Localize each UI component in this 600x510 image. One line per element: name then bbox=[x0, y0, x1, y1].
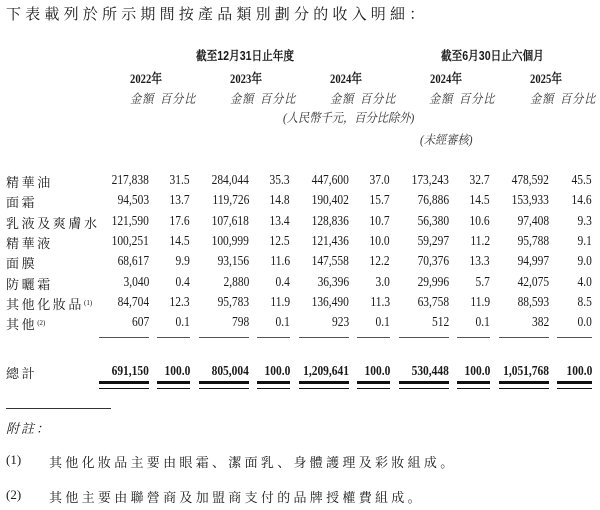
double-rule bbox=[357, 381, 390, 387]
row-label bbox=[6, 233, 53, 252]
cell-pct-2024: 10.0 bbox=[369, 232, 390, 248]
cell-pct-h1-2025: 9.1 bbox=[577, 232, 592, 248]
cell-pct-h1-2025: 9.0 bbox=[577, 253, 592, 269]
cell-amount-h1-2024: 173,243 bbox=[411, 172, 449, 187]
rule bbox=[499, 337, 549, 338]
cell-pct-h1-2025: 0.0 bbox=[577, 314, 592, 330]
cell-amount-h1-2025: 478,592 bbox=[511, 172, 549, 187]
cell-pct-h1-2025: 8.5 bbox=[577, 293, 592, 309]
total-pct-h1-2025: 100.0 bbox=[566, 363, 592, 378]
total-amount-h1-2025: 1,051,768 bbox=[503, 363, 549, 378]
total-amount-2022: 691,150 bbox=[111, 363, 149, 378]
cell-amount-2023: 798 bbox=[231, 314, 249, 330]
cell-pct-2022: 31.5 bbox=[169, 172, 190, 187]
cell-amount-h1-2024: 512 bbox=[431, 314, 449, 330]
cell-pct-h1-2025: 9.3 bbox=[577, 212, 592, 228]
cell-amount-h1-2024: 56,380 bbox=[417, 212, 449, 228]
cell-amount-2023: 2,880 bbox=[223, 273, 249, 289]
cell-amount-2022: 68,617 bbox=[117, 253, 149, 269]
cell-pct-2024: 0.1 bbox=[375, 314, 390, 330]
total-pct-2024: 100.0 bbox=[364, 363, 390, 378]
cell-amount-2024: 128,836 bbox=[311, 212, 349, 228]
cell-amount-2024: 121,436 bbox=[311, 232, 349, 248]
cell-pct-h1-2024: 5.7 bbox=[475, 273, 490, 289]
cell-pct-h1-2024: 11.9 bbox=[470, 293, 490, 309]
cell-amount-h1-2024: 70,376 bbox=[417, 253, 449, 269]
subheader-amount-2023: 金額 bbox=[230, 92, 255, 106]
cell-amount-h1-2024: 59,297 bbox=[417, 232, 449, 248]
cell-pct-2023: 0.4 bbox=[275, 273, 290, 289]
cell-amount-2023: 93,156 bbox=[217, 253, 249, 269]
cell-amount-h1-2024: 29,996 bbox=[417, 273, 449, 289]
cell-amount-2022: 94,503 bbox=[117, 192, 149, 208]
cell-pct-2022: 0.4 bbox=[175, 273, 190, 289]
double-rule bbox=[499, 381, 549, 387]
row-label-text: 面膜 bbox=[6, 256, 38, 272]
cell-amount-2024: 147,558 bbox=[311, 253, 349, 269]
subheader-pct-2024: 百分比 bbox=[360, 92, 397, 106]
cell-amount-h1-2025: 382 bbox=[531, 314, 549, 330]
cell-pct-2024: 12.2 bbox=[369, 253, 390, 269]
subheader-pct-2022: 百分比 bbox=[160, 92, 197, 106]
total-pct-2022: 100.0 bbox=[164, 363, 190, 378]
row-label-text: 其他 bbox=[6, 317, 38, 333]
row-label bbox=[6, 294, 92, 313]
cell-pct-2023: 13.4 bbox=[269, 212, 290, 228]
cell-amount-2022: 100,251 bbox=[111, 232, 149, 248]
cell-pct-2023: 11.6 bbox=[270, 253, 290, 269]
cell-amount-2024: 923 bbox=[331, 314, 349, 330]
row-label bbox=[6, 172, 53, 191]
subheader-amount-h1-2025: 金額 bbox=[530, 92, 555, 106]
cell-amount-2023: 107,618 bbox=[211, 212, 249, 228]
cell-pct-2022: 17.6 bbox=[169, 212, 190, 228]
footnote-2-text: 其他主要由聯營商及加盟商支付的品牌授權費組成。 bbox=[49, 490, 424, 505]
cell-amount-2024: 36,396 bbox=[317, 273, 349, 289]
cell-amount-h1-2024: 63,758 bbox=[417, 293, 449, 309]
double-rule bbox=[399, 381, 449, 387]
row-label bbox=[6, 314, 45, 333]
cell-amount-h1-2025: 88,593 bbox=[517, 293, 549, 309]
row-label bbox=[6, 274, 53, 293]
year-header-2022: 2022年 bbox=[130, 71, 162, 86]
cell-pct-2023: 0.1 bbox=[275, 314, 290, 330]
rule bbox=[199, 337, 249, 338]
cell-amount-2022: 84,704 bbox=[117, 293, 149, 309]
rule bbox=[157, 337, 190, 338]
cell-amount-h1-2025: 153,933 bbox=[511, 192, 549, 208]
cell-pct-h1-2024: 32.7 bbox=[469, 172, 490, 187]
row-label bbox=[6, 253, 37, 272]
group-header-fiscal-year: 截至12月31日止年度 bbox=[196, 49, 295, 63]
cell-pct-h1-2025: 14.6 bbox=[571, 192, 592, 208]
total-amount-2023: 805,004 bbox=[211, 363, 249, 378]
cell-amount-h1-2025: 95,788 bbox=[517, 232, 549, 248]
cell-pct-h1-2025: 4.0 bbox=[577, 273, 592, 289]
subheader-amount-2024: 金額 bbox=[330, 92, 355, 106]
cell-pct-2024: 15.7 bbox=[369, 192, 390, 208]
cell-pct-2024: 11.3 bbox=[370, 293, 390, 309]
cell-pct-h1-2024: 0.1 bbox=[475, 314, 490, 330]
intro-text: 下表載列於所示期間按產品類別劃分的收入明細： bbox=[6, 7, 429, 23]
total-amount-2024: 1,209,641 bbox=[303, 363, 349, 378]
cell-amount-2022: 217,838 bbox=[111, 172, 149, 187]
cell-pct-2022: 0.1 bbox=[175, 314, 190, 330]
subheader-amount-2022: 金額 bbox=[130, 92, 155, 106]
cell-amount-2023: 95,783 bbox=[217, 293, 249, 309]
footnote-rule bbox=[6, 408, 111, 409]
total-pct-h1-2024: 100.0 bbox=[464, 363, 490, 378]
double-rule bbox=[457, 381, 490, 387]
row-label bbox=[6, 192, 37, 211]
rule bbox=[457, 337, 490, 338]
cell-amount-2022: 3,040 bbox=[123, 273, 149, 289]
footnote-title: 附註： bbox=[6, 421, 52, 436]
double-rule bbox=[257, 381, 290, 387]
cell-pct-h1-2025: 45.5 bbox=[571, 172, 592, 187]
cell-pct-2023: 35.3 bbox=[269, 172, 290, 187]
rule bbox=[99, 337, 149, 338]
cell-amount-2024: 190,402 bbox=[311, 192, 349, 208]
cell-pct-2024: 3.0 bbox=[375, 273, 390, 289]
double-rule bbox=[299, 381, 349, 387]
cell-amount-h1-2025: 42,075 bbox=[517, 273, 549, 289]
unaudited-note: (未經審核) bbox=[420, 133, 473, 147]
subheader-pct-h1-2025: 百分比 bbox=[560, 92, 597, 106]
rule bbox=[399, 337, 449, 338]
cell-amount-h1-2024: 76,886 bbox=[417, 192, 449, 208]
row-label bbox=[6, 213, 100, 232]
rule bbox=[557, 337, 592, 338]
unit-note: (人民幣千元，百分比除外) bbox=[283, 111, 415, 125]
cell-amount-2022: 121,590 bbox=[111, 212, 149, 228]
cell-pct-2023: 11.9 bbox=[270, 293, 290, 309]
footnote-marker: (2) bbox=[37, 319, 46, 328]
double-rule bbox=[157, 381, 190, 387]
row-label-text: 精華液 bbox=[6, 235, 53, 251]
footnote-1-number: (1) bbox=[6, 452, 22, 467]
rule bbox=[257, 337, 290, 338]
row-label-text: 乳液及爽膚水 bbox=[6, 215, 100, 231]
footnote-marker: (1) bbox=[84, 298, 93, 307]
cell-pct-h1-2024: 10.6 bbox=[469, 212, 490, 228]
row-label-text: 精華油 bbox=[6, 175, 53, 190]
cell-pct-2024: 10.7 bbox=[369, 212, 390, 228]
total-label: 總計 bbox=[6, 366, 38, 381]
cell-pct-2022: 13.7 bbox=[169, 192, 190, 208]
rule bbox=[299, 337, 349, 338]
subheader-pct-2023: 百分比 bbox=[260, 92, 297, 106]
rule bbox=[357, 337, 390, 338]
cell-amount-2024: 136,490 bbox=[311, 293, 349, 309]
footnote-1-text: 其他化妝品主要由眼霜、潔面乳、身體護理及彩妝組成。 bbox=[49, 455, 457, 470]
row-label-text: 其他化妝品 bbox=[6, 296, 85, 312]
cell-pct-h1-2024: 14.5 bbox=[469, 192, 490, 208]
double-rule bbox=[557, 381, 592, 387]
double-rule bbox=[99, 381, 149, 387]
row-label-text: 面霜 bbox=[6, 195, 38, 211]
row-label-text: 防曬霜 bbox=[6, 276, 53, 292]
cell-amount-2023: 100,999 bbox=[211, 232, 249, 248]
subheader-amount-h1-2024: 金額 bbox=[429, 92, 454, 106]
year-header-2023: 2023年 bbox=[230, 71, 262, 86]
double-rule bbox=[199, 381, 249, 387]
cell-amount-2023: 284,044 bbox=[211, 172, 249, 187]
total-amount-h1-2024: 530,448 bbox=[411, 363, 449, 378]
year-header-h1-2024: 2024年 bbox=[430, 71, 462, 86]
cell-amount-2024: 447,600 bbox=[311, 172, 349, 187]
total-pct-2023: 100.0 bbox=[264, 363, 290, 378]
cell-pct-2022: 14.5 bbox=[169, 232, 190, 248]
cell-amount-h1-2025: 94,997 bbox=[517, 253, 549, 269]
group-header-six-months: 截至6月30日止六個月 bbox=[441, 49, 544, 63]
subheader-pct-h1-2024: 百分比 bbox=[459, 92, 496, 106]
cell-pct-2022: 12.3 bbox=[169, 293, 190, 309]
cell-amount-2022: 607 bbox=[131, 314, 149, 330]
year-header-h1-2025: 2025年 bbox=[530, 71, 562, 86]
cell-pct-2022: 9.9 bbox=[175, 253, 190, 269]
cell-pct-h1-2024: 13.3 bbox=[469, 253, 490, 269]
cell-pct-2024: 37.0 bbox=[369, 172, 390, 187]
cell-pct-2023: 14.8 bbox=[269, 192, 290, 208]
cell-amount-2023: 119,726 bbox=[212, 192, 249, 208]
cell-pct-h1-2024: 11.2 bbox=[470, 232, 490, 248]
year-header-2024: 2024年 bbox=[330, 71, 362, 86]
cell-pct-2023: 12.5 bbox=[269, 232, 290, 248]
footnote-2-number: (2) bbox=[6, 487, 22, 502]
cell-amount-h1-2025: 97,408 bbox=[517, 212, 549, 228]
